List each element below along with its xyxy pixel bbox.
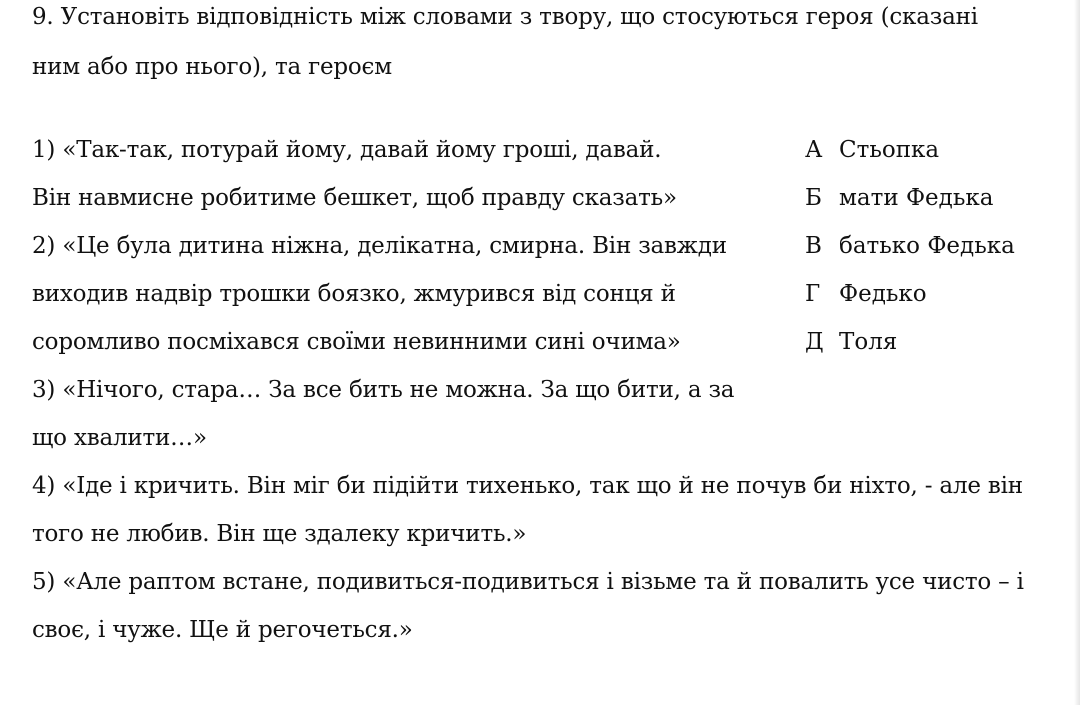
option-b [805,183,993,213]
option-g-letter: Г [805,281,821,307]
quote-2-line-2: виходив надвір трошки боязко, жмурився від сонця й [32,281,676,307]
option-a [805,135,939,165]
option-v-letter: В [805,233,822,259]
question-text-line-2: ним або про нього), та героєм [32,54,392,80]
question-text-line-1: 9. Установіть відповідність між словами з твору, що стосуються героя (сказані [32,4,978,30]
quote-2-line-1: 2) «Це була дитина ніжна, делікатна, смирна. Він завжди [32,233,727,259]
option-a-name: Стьопка [839,137,940,163]
option-d [805,327,897,357]
option-d-name: Толя [839,329,898,355]
quote-5-line-1: 5) «Але раптом встане, подивиться-подивиться і візьме та й повалить усе чисто – і [32,569,1024,595]
option-b-name: мати Федька [839,185,994,211]
quote-3-line-1: 3) «Нічого, стара… За все бить не можна. За що бити, а за [32,377,735,403]
quote-5-line-2: своє, і чуже. Ще й регочеться.» [32,617,413,643]
option-g-name: Федько [839,281,927,307]
option-g [805,279,927,309]
quote-1-line-1: 1) «Так-так, потурай йому, давай йому гроші, давай. [32,137,662,163]
option-b-letter: Б [805,185,822,211]
option-v [805,231,1015,261]
option-a-letter: А [805,137,823,163]
page-edge-shadow [1074,0,1080,705]
quote-1-line-2: Він навмисне робитиме бешкет, щоб правду сказать» [32,185,677,211]
option-v-name: батько Федька [839,233,1015,259]
quote-4-line-2: того не любив. Він ще здалеку кричить.» [32,521,527,547]
quote-3-line-2: що хвалити…» [32,425,207,451]
quote-2-line-3: соромливо посміхався своїми невинними сині очима» [32,329,681,355]
option-d-letter: Д [805,329,824,355]
quote-4-line-1: 4) «Іде і кричить. Він міг би підійти тихенько, так що й не почув би ніхто, - але він [32,473,1023,499]
